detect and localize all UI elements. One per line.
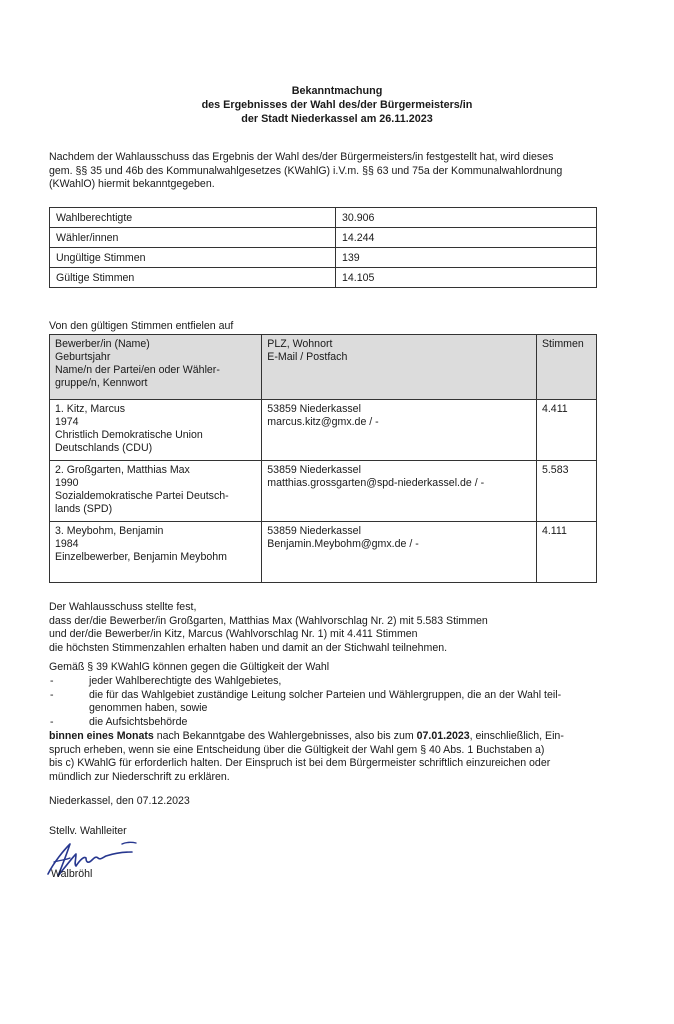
votes-cell: 4.411 [536,400,596,461]
candidate-party: Einzelbewerber, Benjamin Meybohm [55,551,227,563]
intro-line: (KWahlO) hiermit bekanntgegeben. [49,178,215,190]
list-dash: - [50,688,54,701]
candidate-name: 3. Meybohm, Benjamin [55,525,164,537]
list-item-text: jeder Wahlberechtigte des Wahlgebietes, [89,675,282,687]
objection-text: , einschließlich, Ein- [469,730,564,742]
candidate-party: lands (SPD) [55,503,113,515]
list-item-text: genommen haben, sowie [89,702,208,714]
header-line: E-Mail / Postfach [267,351,348,363]
stats-row [50,248,597,268]
finding-paragraph [49,601,488,655]
stats-label: Wahlberechtigte [50,208,336,228]
candidates-heading: Von den gültigen Stimmen entfielen auf [49,320,234,332]
finding-line: Der Wahlausschuss stellte fest, [49,601,197,613]
candidate-row [50,461,597,522]
candidate-contact: Benjamin.Meybohm@gmx.de / - [267,538,419,550]
candidate-cell [50,461,262,522]
objection-line: bis c) KWahlG für erforderlich halten. Der Einspruch ist bei dem Bürgermeister schriftlich einzureichen oder [49,757,551,769]
header-residence [262,335,537,400]
residence-cell [262,522,537,583]
list-item-text: die Aufsichtsbehörde [89,715,188,728]
candidate-contact: marcus.kitz@gmx.de / - [267,416,379,428]
election-stats-table [49,207,597,288]
candidate-party: Deutschlands (CDU) [55,442,153,454]
candidate-city: 53859 Niederkassel [267,403,361,415]
objection-line [49,730,564,744]
candidate-name: 1. Kitz, Marcus [55,403,126,415]
stats-row [50,228,597,248]
document-subtitle-date: der Stadt Niederkassel am 26.11.2023 [241,113,433,125]
signature-role: Stellv. Wahlleiter [49,825,127,837]
place-date: Niederkassel, den 07.12.2023 [49,795,190,807]
finding-line: und der/die Bewerber/in Kitz, Marcus (Wahlvorschlag Nr. 1) mit 4.411 Stimmen [49,628,418,640]
header-line: gruppe/n, Kennwort [55,377,148,389]
residence-cell [262,400,537,461]
candidate-cell [50,522,262,583]
deadline-emphasis: binnen eines Monats [49,730,154,742]
document-title: Bekanntmachung [291,85,383,97]
candidates-header-row [50,335,597,400]
stats-row [50,208,597,228]
list-dash: - [50,675,54,687]
residence-cell [262,461,537,522]
header-line: Bewerber/in (Name) [55,338,150,350]
stats-label: Wähler/innen [50,228,336,248]
finding-line: die höchsten Stimmenzahlen erhalten haben und damit an der Stichwahl teilnehmen. [49,641,448,654]
deadline-date: 07.01.2023 [416,730,470,742]
candidate-row [50,400,597,461]
candidate-city: 53859 Niederkassel [267,525,361,537]
signature-name: Walbröhl [51,868,93,880]
stats-value: 14.105 [336,268,597,288]
stats-row [50,268,597,288]
candidate-party: Sozialdemokratische Partei Deutsch- [55,490,229,502]
candidates-table [49,334,597,583]
candidate-year: 1974 [55,416,79,428]
objection-line: spruch erheben, wenn sie eine Entscheidung über die Gültigkeit der Wahl gem § 40 Abs. 1 Buchstaben a) [49,743,545,756]
votes-cell: 5.583 [536,461,596,522]
list-item-text: die für das Wahlgebiet zuständige Leitung solcher Parteien und Wählergruppen, die an der Wahl teil- [89,688,562,701]
objection-paragraph [49,730,564,784]
stats-value: 139 [336,248,597,268]
header-line: PLZ, Wohnort [267,338,333,350]
objection-intro: Gemäß § 39 KWahlG können gegen die Gültigkeit der Wahl [49,661,330,673]
header-votes: Stimmen [536,335,596,400]
stats-value: 30.906 [336,208,597,228]
candidate-cell [50,400,262,461]
header-line: Geburtsjahr [55,351,111,363]
finding-line: dass der/die Bewerber/in Großgarten, Matthias Max (Wahlvorschlag Nr. 2) mit 5.583 Stimmen [49,614,488,627]
stats-label: Gültige Stimmen [50,268,336,288]
candidate-row [50,522,597,583]
candidate-contact: matthias.grossgarten@spd-niederkassel.de / - [267,477,485,489]
objection-line: mündlich zur Niederschrift zu erklären. [49,770,230,783]
candidate-year: 1990 [55,477,79,489]
intro-line: gem. §§ 35 und 46b des Kommunalwahlgesetzes (KWahlG) i.V.m. §§ 63 und 75a der Kommunalwahlordnung [49,164,563,177]
votes-cell: 4.111 [536,522,596,583]
candidate-city: 53859 Niederkassel [267,464,361,476]
candidate-name: 2. Großgarten, Matthias Max [55,464,190,476]
header-line: Name/n der Partei/en oder Wähler- [55,364,220,376]
objection-text: nach Bekanntgabe des Wahlergebnisses, also bis zum [153,730,417,742]
stats-label: Ungültige Stimmen [50,248,336,268]
candidate-party: Christlich Demokratische Union [55,429,203,441]
stats-value: 14.244 [336,228,597,248]
candidate-year: 1984 [55,538,79,550]
intro-paragraph [49,151,562,192]
document-subtitle: des Ergebnisses der Wahl des/der Bürgermeisters/in [201,99,473,111]
intro-line: Nachdem der Wahlausschuss das Ergebnis der Wahl des/der Bürgermeisters/in festgestellt hat, wird dieses [49,151,554,163]
header-candidate [50,335,262,400]
list-dash: - [50,715,54,728]
